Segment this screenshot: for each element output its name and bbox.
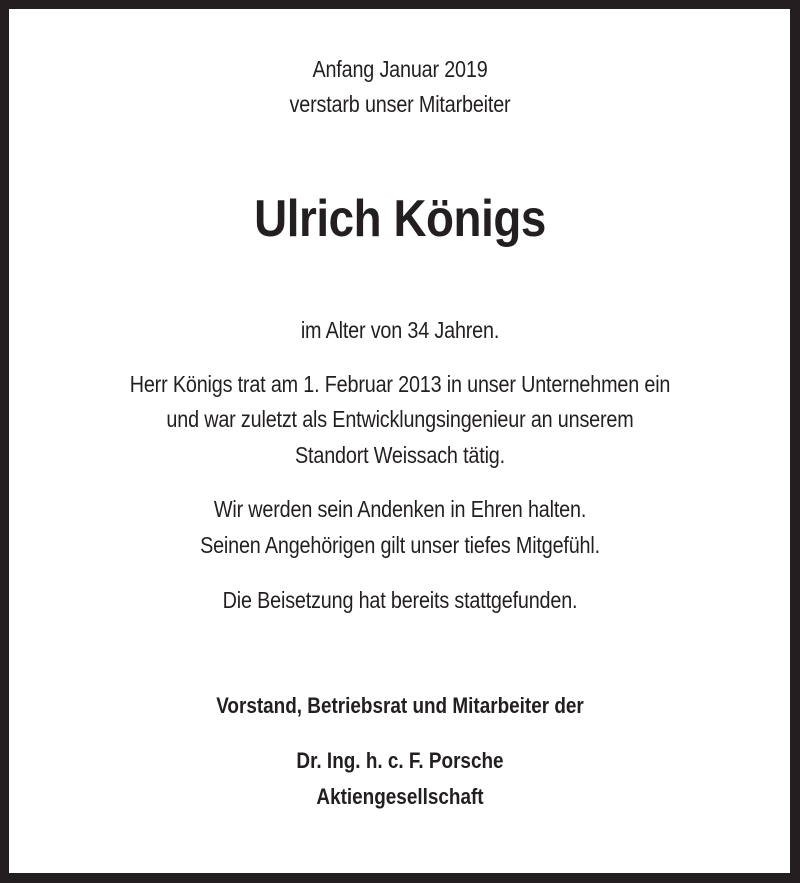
signature-line: Vorstand, Betriebsrat und Mitarbeiter der [216,693,584,718]
funeral-line: Die Beisetzung hat bereits stattgefunden. [222,587,578,613]
memory-line-2: Seinen Angehörigen gilt unser tiefes Mitgefühl. [200,532,600,558]
career-line-2: und war zuletzt als Entwicklungsingenieur an unserem [166,406,634,432]
intro-line-2: verstarb unser Mitarbeiter [289,91,511,117]
career-line-3: Standort Weissach tätig. [295,442,505,468]
intro-line-1: Anfang Januar 2019 [312,56,488,82]
company-line-1: Dr. Ing. h. c. F. Porsche [296,748,504,773]
age-line: im Alter von 34 Jahren. [300,317,500,343]
company-line-2: Aktiengesellschaft [316,784,484,809]
career-line-1: Herr Königs trat am 1. Februar 2013 in unser Unternehmen ein [129,371,671,397]
memory-line-1: Wir werden sein Andenken in Ehren halten. [213,496,587,522]
deceased-name: Ulrich Königs [254,190,546,248]
